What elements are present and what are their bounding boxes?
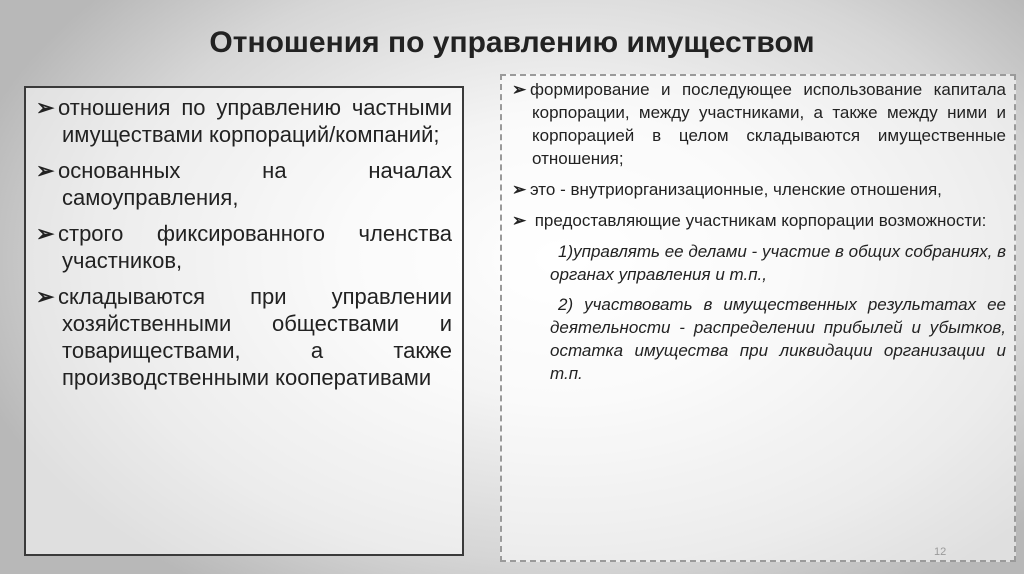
arrow-bullet-icon: ➢ (512, 180, 527, 199)
right-item-text: формирование и последующее использование капитала корпорации, между участниками, а также между ними и корпорацией в целом складываются имущественные отношения; (530, 80, 1006, 168)
left-list-item (34, 157, 452, 211)
arrow-bullet-icon: ➢ (36, 95, 55, 120)
right-list-item (510, 78, 1006, 170)
page-number: 12 (934, 546, 947, 558)
arrow-bullet-icon: ➢ (512, 80, 527, 99)
left-item-text: основанных на началах самоуправления, (58, 158, 452, 210)
arrow-bullet-icon: ➢ (36, 284, 55, 309)
right-sub-item: 1)управлять ее делами - участие в общих собраниях, в органах управления и т.п., (550, 242, 1006, 284)
arrow-bullet-icon: ➢ (36, 158, 55, 183)
right-list-item (510, 209, 1006, 232)
left-text-box (24, 86, 464, 556)
slide-title: Отношения по управлению имуществом (209, 26, 815, 59)
left-item-text: отношения по управлению частными имуществами корпораций/компаний; (58, 95, 452, 147)
left-list-item (34, 94, 452, 148)
left-item-text: складываются при управлении хозяйственными обществами и товариществами, а также производственными кооперативами (58, 284, 452, 390)
right-text-box (500, 74, 1016, 562)
left-item-text: строго фиксированного членства участников, (58, 221, 452, 273)
right-sub-item: 2) участвовать в имущественных результатах ее деятельности - распределении прибылей и убытков, остатка имущества при ликвидации организации и т.п. (550, 295, 1006, 383)
left-list-item (34, 220, 452, 274)
arrow-bullet-icon: ➢ (512, 211, 527, 230)
right-item-text: это - внутриорганизационные, членские отношения, (530, 180, 942, 199)
right-item-text: предоставляющие участникам корпорации возможности: (530, 211, 987, 230)
left-list-item (34, 283, 452, 391)
right-list-item (510, 178, 1006, 201)
arrow-bullet-icon: ➢ (36, 221, 55, 246)
